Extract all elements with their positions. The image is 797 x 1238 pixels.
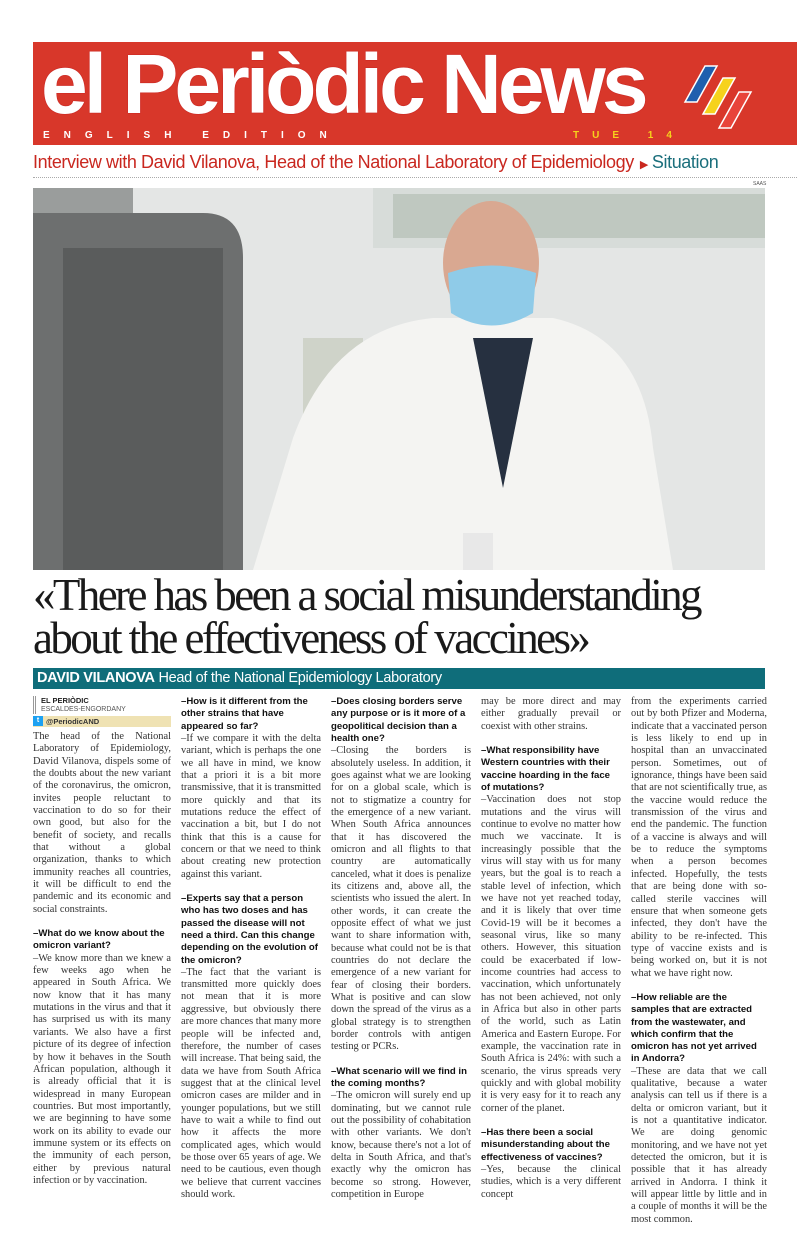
question: –Experts say that a person who has two doses and has passed the disease will not need a third. Can this change depending on the evolution of the omicron? [181,893,318,966]
interviewee-role: Head of the National Epidemiology Laboratory [158,670,442,686]
answer: –The fact that the variant is transmitted more quickly does not mean that it is more aggressive, but obviously there are more chances that many more people will be infected and, therefore, the number of cases will increase. That being said, the data we have from South Africa suggest that at the clinical level omicron cases are milder and in younger populations, but we still have to wait a while to find out how it affects the more complicated ages, which would be those over 65 years of age. We need to be cautious, even though we believe that current vaccines should work. [181,966,321,1200]
kicker-title: Interview with David Vilanova, Head of the National Laboratory of Epidemiology [33,152,634,172]
twitter-icon: t [33,716,43,726]
question: –How is it different from the other strains that have appeared so far? [181,696,308,732]
question: –Has there been a social misunderstanding about the effectiveness of vaccines? [481,1127,610,1163]
column-5 [631,696,767,1238]
answer: –The omicron will surely end up dominating, but we cannot rule out the possibility of cohabitation with other variants. We don't know, because there's not a lot of delta in South Africa, and that's exactly why the omicron has become so strong. However, competition in Europe [331,1090,471,1201]
question: –What responsibility have Western countries with their vaccine hoarding in the face of mutations? [481,745,611,793]
dateline-location: ESCALDES-ENGORDANY [41,706,126,713]
divider [33,177,797,178]
question: –Does closing borders serve any purpose or is it more of a geopolitical decision than a health one? [331,696,466,744]
article-kicker [33,152,718,173]
section-link[interactable]: Situation [651,152,719,172]
andorra-flag-stripes-icon [683,64,753,130]
answer: –If we compare it with the delta variant, which is perhaps the one we all have in mind, we know that a priori it is a bit more transmissive, that it is transmitted more quickly and that its mutations reduce the effect of vaccination a bit, but I do not think that this is a cause for concern or that we need to think about creating new protection against this variant. [181,732,321,880]
photo-credit: SAAS [753,181,767,187]
issue-date: TUE 14 [573,130,685,141]
headline: «There has been a social misunderstanding about the effectiveness of vaccines» [33,570,700,663]
answer-continued: from the experiments carried out by both Pfizer and Moderna, indicate that a vaccinated person is less likely to end up in hospital than an unvaccinated person. Sometimes, out of ignorance, things have been said that are not scientifically true, as the vaccine would reduce the transmission of the virus and end the pandemic. The function of a vaccine is always and will be to reduce the symptoms when a person becomes infected. Hopefully, the tests that are being done with so-called sterile vaccines will ensure that when someone gets infected, they don't have the ability to be re-infected. This type of vaccine exists and is being worked on, but it is not what we have right now. [631,696,767,979]
answer: –These are data that we call qualitative, because a water analysis can tell us if there is a delta or omicron variant, but it is not a quantitative indicator. We are doing genomic monitoring, and we have not yet detected the omicron, but it is possible that it has already arrived in Andorra. I think it will appear little by little and in a couple of months it will be the most common. [631,1065,767,1225]
twitter-handle-text: @PeriodicAND [46,717,100,726]
column-4 [481,696,621,1213]
twitter-handle[interactable] [33,716,171,727]
answer-continued: may be more direct and may either gradually prevail or coexist with other strains. [481,696,621,732]
column-1 [33,696,171,1199]
question: –What scenario will we find in the coming months? [331,1065,467,1090]
column-3 [331,696,471,1213]
interviewee-name: DAVID VILANOVA [37,670,155,686]
triangle-right-icon: ▶ [639,159,648,171]
masthead [33,37,797,145]
interview-photo [33,188,765,570]
column-2 [181,696,321,1213]
byline-bar [33,668,765,689]
newspaper-logo: el Periòdic News [41,37,645,131]
question: –What do we know about the omicron variant? [33,928,165,952]
source-block [33,696,171,714]
answer: –Yes, because the clinical studies, which is a very different concept [481,1164,621,1200]
answer: –Vaccination does not stop mutations and the virus will continue to evolve no matter how much we vaccinate. It is increasingly possible that the virus will stay with us for many years, but the goal is to reach a stable level of infection, which we have not yet reached today, and it is likely that over time Covid-19 will be it becomes a seasonal virus, like so many others. However, this situation could be exacerbated if low-income countries had access to vaccination, which unfortunately has not been achieved, not only in Africa but also in other parts of the world, such as Latin America and Eastern Europe. For example, the vaccination rate in South Africa is 24%: with such a scenario, the virus spreads very quickly and with global mobility it is very easy for it to reach any corner of the planet. [481,794,621,1114]
answer: –Closing the borders is absolutely useless. In addition, it goes against what we are looking for on a global scale, which is not to stigmatize a country for the emergence of a new variant. When South Africa announces that it has discovered the omicron and all flights to that country are automatically canceled, what it does is penalize its citizens and, above all, the scientists who issued the alert. In other words, it can create the opposite effect of what we just want to share information with, because what could not be is that countries do not declare the emergence of a new variant for fear of closing their borders. What is positive and can slow down the spread of the virus as a global strategy is to strengthen border controls with antigen testing or PCRs. [331,745,471,1053]
answer: –We know more than we knew a few weeks ago when he appeared in South Africa. We now know that it has many mutations in the virus and that it has surprised us with its many variants. We also have a first picture of its degree of infection by how it behaves in the South African population, although it is already official that it is widespread in many European countries. But most importantly, we are beginning to have some work on its ability to evade our immune system or its effects on the immunity of each person, either by previous natural infection or by vaccination. [33,952,171,1186]
publication-name: EL PERIÒDIC [41,696,89,705]
intro-paragraph: The head of the National Laboratory of Epidemiology, David Vilanova, dispels some of the doubts about the new variant of the coronavirus, the omicron, invites people reluctant to vaccination to do so for their own good, but also for the benefit of society, and recalls that without a global organization, thanks to which immunity reaches all countries, it will be difficult to end the pandemic and its economic and social constraints. [33,731,171,915]
edition-label: ENGLISH EDITION [43,130,341,141]
question: –How reliable are the samples that are extracted from the wastewater, and which confirm that the omicron has not yet arrived in Andorra? [631,991,757,1065]
